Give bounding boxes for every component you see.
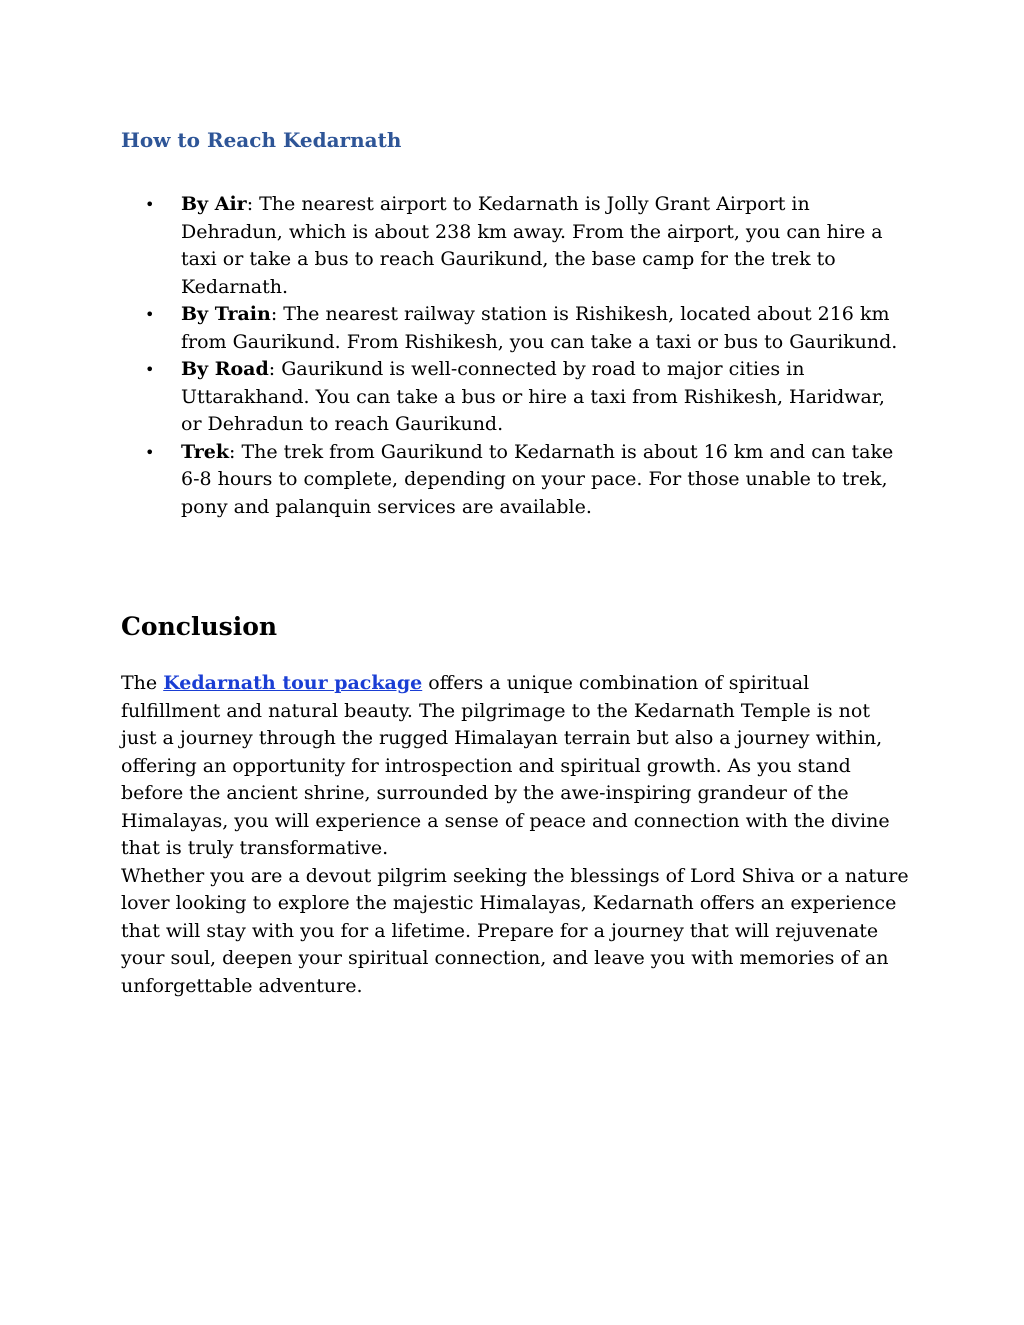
bullet-icon: • xyxy=(145,442,155,462)
section-heading-conclusion: Conclusion xyxy=(121,612,278,641)
list-item-lead: By Train xyxy=(181,303,271,325)
list-item-by-train xyxy=(121,301,911,356)
list-item-lead: By Road xyxy=(181,358,269,380)
list-item-lead: By Air xyxy=(181,193,247,215)
list-item-text: : The trek from Gaurikund to Kedarnath is about 16 km and can take 6-8 hours to complete, depending on your pace. For those unable to trek, pony and palanquin services are available. xyxy=(181,440,894,518)
list-item-text: : The nearest airport to Kedarnath is Jolly Grant Airport in Dehradun, which is about 238 km away. From the airport, you can hire a taxi or take a bus to reach Gaurikund, the base camp for the trek to Kedarnath. xyxy=(181,193,883,298)
reach-options-list xyxy=(121,191,911,521)
bullet-icon: • xyxy=(145,305,155,324)
list-item-trek xyxy=(121,439,911,522)
paragraph-suffix: offers a unique combination of spiritual fulfillment and natural beauty. The pilgrimage to the Kedarnath Temple is not just a journey through the rugged Himalayan terrain but also a journey within, offering an opportunity for introspection and spiritual growth. As you stand before the ancient shrine, surrounded by the awe-inspiring grandeur of the Himalayas, you will experience a sense of peace and connection with the divine that is truly transformative. xyxy=(121,672,890,859)
paragraph-prefix: The xyxy=(121,672,164,694)
conclusion-paragraph-2: Whether you are a devout pilgrim seeking the blessings of Lord Shiva or a nature lover looking to explore the majestic Himalayas, Kedarnath offers an experience that will stay with you for a lifetime. Prepare for a journey that will rejuvenate your soul, deepen your spiritual connection, and leave you with memories of an unforgettable adventure. xyxy=(121,864,909,997)
list-item-by-road xyxy=(121,356,911,439)
conclusion-paragraph-1 xyxy=(121,670,911,863)
list-item-text: : The nearest railway station is Rishikesh, located about 216 km from Gaurikund. From Rishikesh, you can take a taxi or bus to Gaurikund. xyxy=(181,303,898,353)
kedarnath-tour-package-link[interactable]: Kedarnath tour package xyxy=(163,672,423,694)
bullet-icon: • xyxy=(145,360,155,379)
section-heading-how-to-reach: How to Reach Kedarnath xyxy=(121,128,402,152)
list-item-lead: Trek xyxy=(181,440,230,463)
conclusion-body xyxy=(121,670,911,1000)
list-item-by-air xyxy=(121,191,911,301)
list-item-text: : Gaurikund is well-connected by road to major cities in Uttarakhand. You can take a bus or hire a taxi from Rishikesh, Haridwar, or Dehradun to reach Gaurikund. xyxy=(181,358,885,435)
bullet-icon: • xyxy=(145,195,155,214)
